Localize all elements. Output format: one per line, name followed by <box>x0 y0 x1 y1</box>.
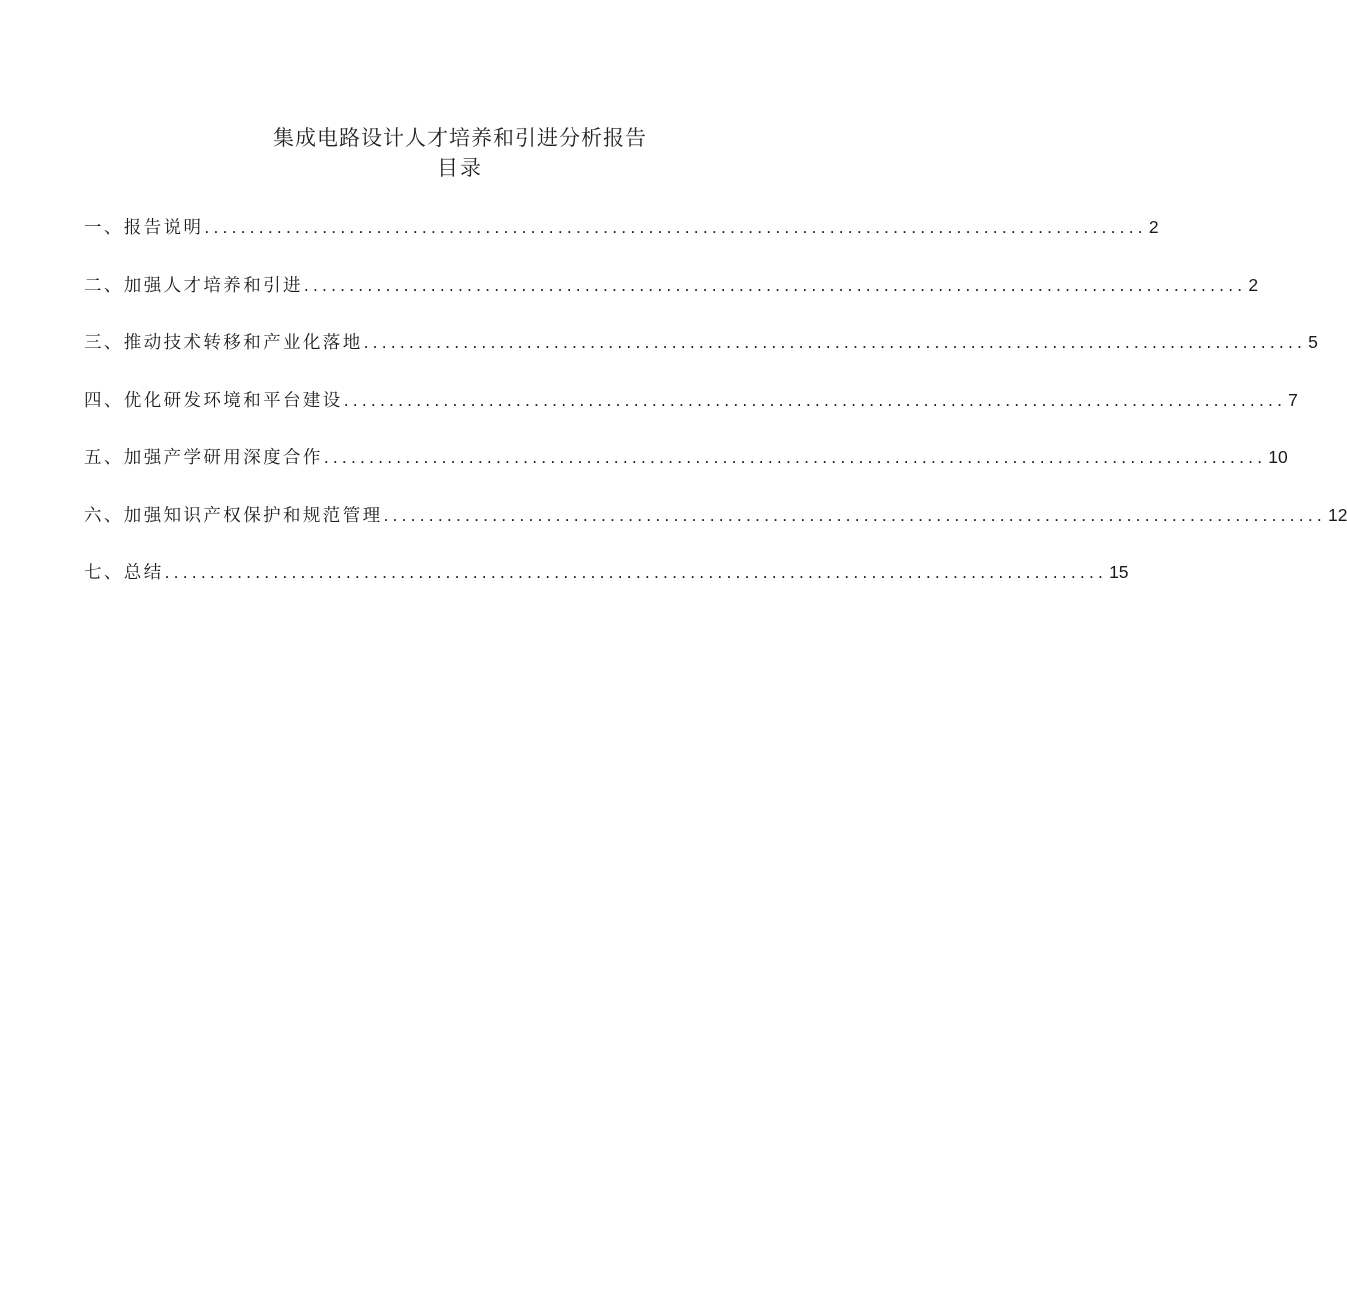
toc-entry-label: 四、优化研发环境和平台建设 <box>84 390 343 411</box>
toc-page-number: 15 <box>1109 562 1129 582</box>
toc-entry-label: 六、加强知识产权保护和规范管理 <box>84 505 383 526</box>
toc-entry-industry-cooperation[interactable] <box>84 442 1288 500</box>
document-title: 集成电路设计人才培养和引进分析报告 <box>273 126 647 150</box>
toc-dot-leader: ........................................................................................................ <box>343 389 1287 410</box>
toc-entry-label: 三、推动技术转移和产业化落地 <box>84 333 363 353</box>
toc-entry-report-description[interactable] <box>84 212 1159 270</box>
toc-entry-label: 二、加强人才培养和引进 <box>84 275 303 296</box>
toc-dot-leader: ........................................................................................................ <box>363 332 1307 352</box>
toc-entry-research-environment[interactable] <box>84 385 1298 443</box>
toc-page-number: 10 <box>1268 447 1288 467</box>
toc-entry-label: 七、总结 <box>84 563 164 583</box>
toc-entry-technology-transfer[interactable] <box>84 327 1318 385</box>
toc-page-number: 5 <box>1308 332 1318 352</box>
table-of-contents <box>84 212 1347 615</box>
toc-dot-leader: ........................................................................................................ <box>383 504 1326 525</box>
toc-entry-talent-training[interactable] <box>84 270 1259 328</box>
toc-entry-label: 五、加强产学研用深度合作 <box>84 448 323 468</box>
toc-page-number: 7 <box>1288 389 1298 410</box>
toc-dot-leader: ........................................................................................................ <box>303 274 1247 295</box>
toc-heading: 目录 <box>437 156 483 180</box>
toc-dot-leader: ........................................................................................................ <box>323 447 1267 467</box>
toc-page-number: 2 <box>1248 274 1259 295</box>
toc-page-number: 12 <box>1327 504 1347 525</box>
toc-dot-leader: ........................................................................................................ <box>164 562 1108 582</box>
toc-entry-ip-protection[interactable] <box>84 500 1347 558</box>
toc-page-number: 2 <box>1148 217 1159 237</box>
toc-entry-label: 一、报告说明 <box>84 218 204 238</box>
toc-entry-summary[interactable] <box>84 557 1129 615</box>
toc-dot-leader: ........................................................................................................ <box>204 217 1147 237</box>
